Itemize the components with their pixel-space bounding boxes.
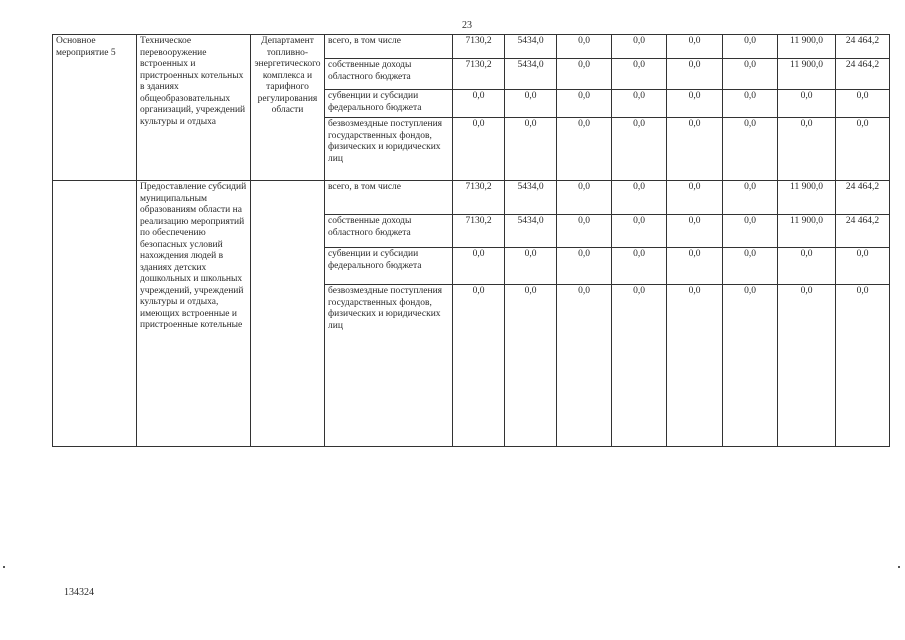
value-cell: 0,0 (557, 248, 612, 285)
value-cell: 0,0 (667, 90, 723, 118)
value-cell: 0,0 (836, 285, 890, 447)
scan-speck (898, 566, 900, 568)
value-cell: 0,0 (667, 285, 723, 447)
value-cell: 7130,2 (453, 59, 505, 90)
value-cell: 0,0 (557, 90, 612, 118)
value-cell: 0,0 (723, 90, 778, 118)
funding-source-cell: собственные доходы областного бюджета (325, 59, 453, 90)
value-cell: 0,0 (557, 118, 612, 181)
table-row (53, 181, 890, 215)
funding-source-cell: всего, в том числе (325, 181, 453, 215)
value-cell: 0,0 (557, 35, 612, 59)
value-cell: 5434,0 (505, 35, 557, 59)
value-cell: 24 464,2 (836, 59, 890, 90)
value-cell: 0,0 (557, 59, 612, 90)
description-cell: Предоставление субсидий муниципальным образованиям области на реализацию мероприятий по обеспечению безопасных условий нахождения людей в зданиях детских дошкольных и школьных учреждений, учреждений культуры и отдыха, имеющих встроенные и пристроенные котельные (137, 181, 251, 447)
value-cell: 0,0 (723, 118, 778, 181)
value-cell: 7130,2 (453, 181, 505, 215)
value-cell: 0,0 (723, 248, 778, 285)
funding-source-cell: субвенции и субсидии федерального бюджета (325, 90, 453, 118)
value-cell: 0,0 (723, 35, 778, 59)
value-cell: 0,0 (453, 285, 505, 447)
value-cell: 0,0 (505, 118, 557, 181)
table-row (53, 35, 890, 59)
event-cell: Основное мероприятие 5 (53, 35, 137, 181)
value-cell: 11 900,0 (778, 181, 836, 215)
event-cell (53, 181, 137, 447)
funding-source-cell: субвенции и субсидии федерального бюджета (325, 248, 453, 285)
value-cell: 0,0 (557, 215, 612, 248)
value-cell: 0,0 (667, 118, 723, 181)
value-cell: 24 464,2 (836, 215, 890, 248)
value-cell: 0,0 (778, 248, 836, 285)
value-cell: 0,0 (557, 285, 612, 447)
value-cell: 0,0 (667, 181, 723, 215)
value-cell: 11 900,0 (778, 215, 836, 248)
funding-source-cell: безвозмездные поступления государственных фондов, физических и юридических лиц (325, 118, 453, 181)
value-cell: 0,0 (667, 215, 723, 248)
value-cell: 24 464,2 (836, 35, 890, 59)
value-cell: 0,0 (557, 181, 612, 215)
page-number: 23 (462, 20, 472, 31)
value-cell: 0,0 (612, 90, 667, 118)
description-cell: Техническое перевооружение встроенных и пристроенных котельных в зданиях общеобразовательных организаций, учреждений культуры и отдыха (137, 35, 251, 181)
funding-source-cell: безвозмездные поступления государственных фондов, физических и юридических лиц (325, 285, 453, 447)
value-cell: 7130,2 (453, 35, 505, 59)
value-cell: 0,0 (778, 90, 836, 118)
budget-table (52, 34, 890, 447)
funding-source-cell: всего, в том числе (325, 35, 453, 59)
value-cell: 0,0 (505, 248, 557, 285)
value-cell: 0,0 (723, 215, 778, 248)
value-cell: 0,0 (453, 248, 505, 285)
value-cell: 11 900,0 (778, 59, 836, 90)
value-cell: 5434,0 (505, 59, 557, 90)
value-cell: 0,0 (778, 285, 836, 447)
value-cell: 0,0 (667, 248, 723, 285)
value-cell: 0,0 (667, 35, 723, 59)
value-cell: 0,0 (836, 90, 890, 118)
scan-speck (3, 566, 5, 568)
value-cell: 5434,0 (505, 181, 557, 215)
value-cell: 0,0 (612, 35, 667, 59)
value-cell: 0,0 (612, 248, 667, 285)
value-cell: 0,0 (505, 285, 557, 447)
value-cell: 0,0 (778, 118, 836, 181)
value-cell: 0,0 (453, 118, 505, 181)
value-cell: 0,0 (612, 285, 667, 447)
value-cell: 0,0 (612, 181, 667, 215)
department-cell: Департамент топливно-энергетического комплекса и тарифного регулирования области (251, 35, 325, 181)
value-cell: 0,0 (453, 90, 505, 118)
value-cell: 0,0 (667, 59, 723, 90)
value-cell: 0,0 (612, 118, 667, 181)
value-cell: 24 464,2 (836, 181, 890, 215)
value-cell: 0,0 (836, 248, 890, 285)
value-cell: 0,0 (723, 181, 778, 215)
value-cell: 5434,0 (505, 215, 557, 248)
footer-code: 134324 (64, 587, 94, 598)
value-cell: 0,0 (612, 215, 667, 248)
value-cell: 11 900,0 (778, 35, 836, 59)
funding-source-cell: собственные доходы областного бюджета (325, 215, 453, 248)
value-cell: 7130,2 (453, 215, 505, 248)
value-cell: 0,0 (723, 285, 778, 447)
value-cell: 0,0 (505, 90, 557, 118)
value-cell: 0,0 (836, 118, 890, 181)
value-cell: 0,0 (612, 59, 667, 90)
department-cell (251, 181, 325, 447)
value-cell: 0,0 (723, 59, 778, 90)
